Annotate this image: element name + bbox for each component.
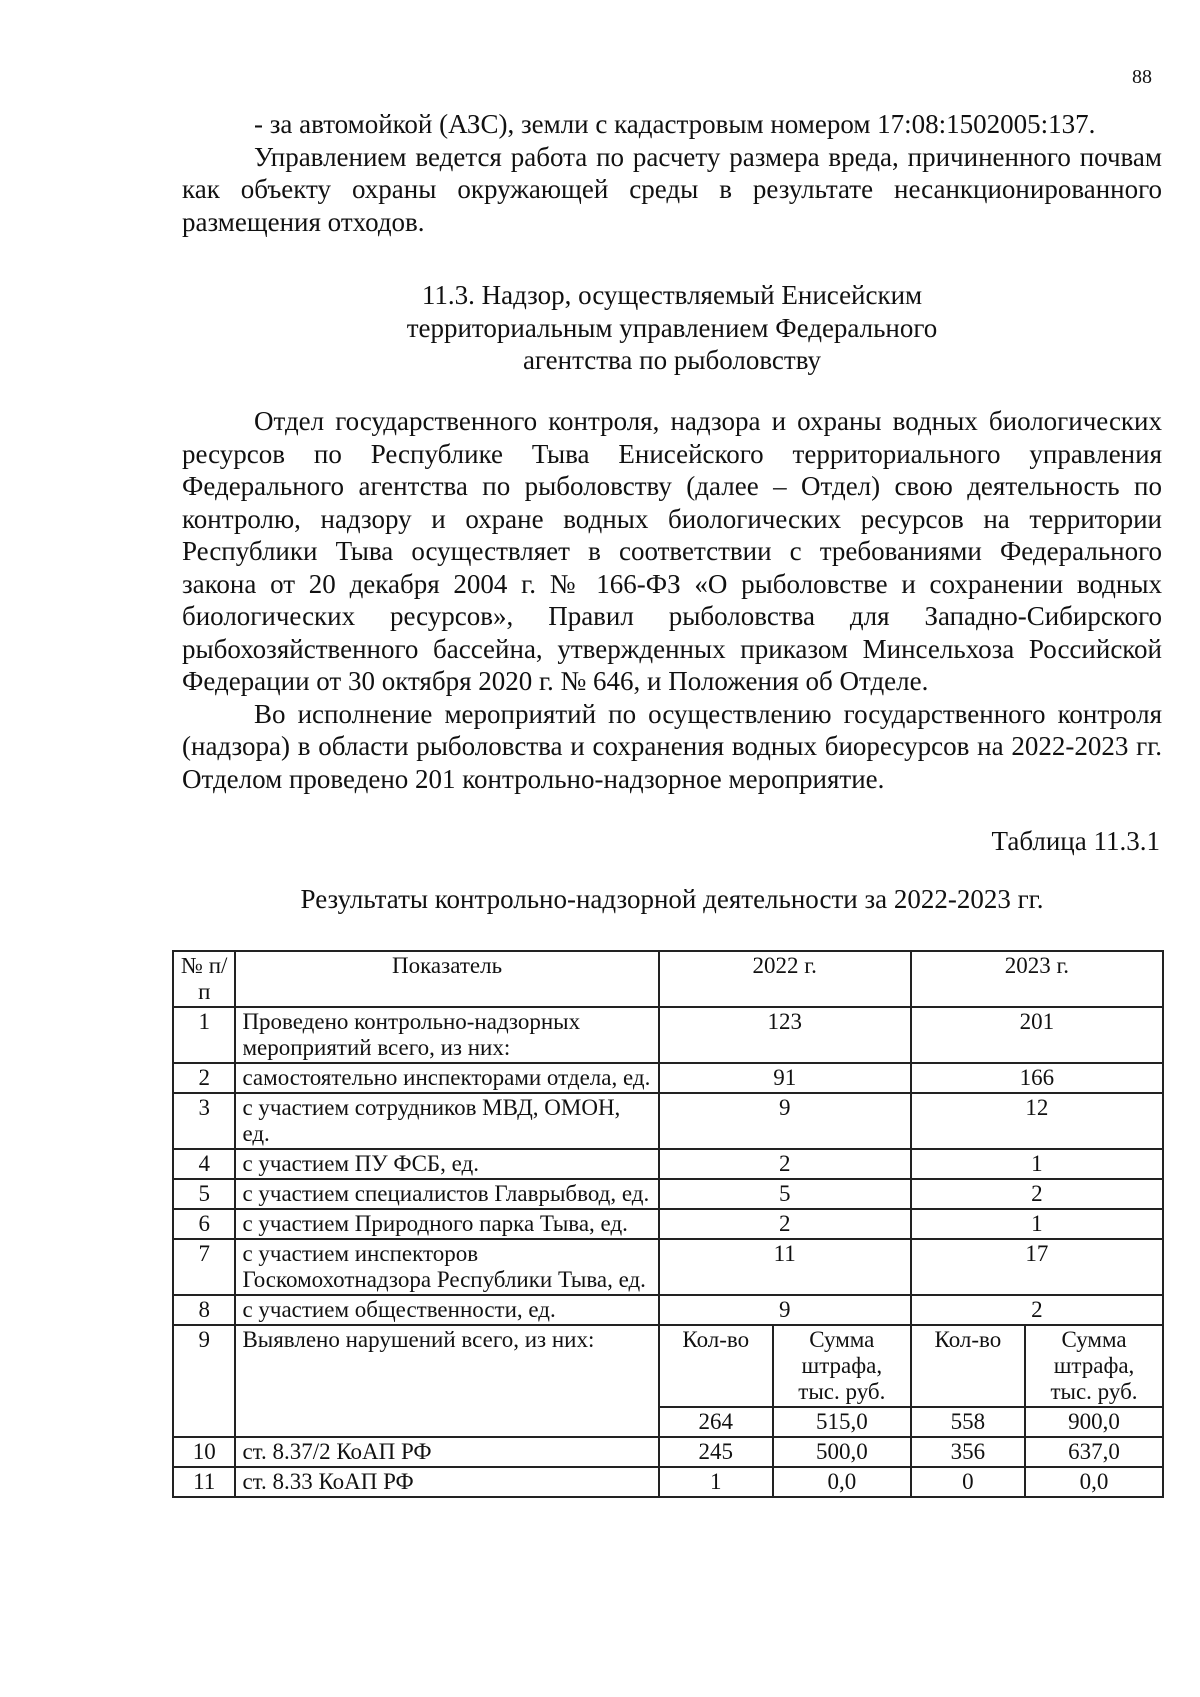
row-indicator: с участием специалистов Главрыбвод, ед. — [235, 1179, 658, 1209]
total-qty-2023: 558 — [911, 1407, 1025, 1437]
paragraph-address: - за автомойкой (АЗС), земли с кадастровым номером 17:08:1502005:137. — [254, 109, 1096, 139]
row-value-2023: 2 — [911, 1179, 1163, 1209]
header-2023: 2023 г. — [911, 951, 1163, 1007]
row-value-2022: 2 — [659, 1209, 911, 1239]
total-sum-2022: 515,0 — [773, 1407, 911, 1437]
row-num: 9 — [173, 1325, 235, 1437]
results-table — [172, 950, 1164, 1498]
header-2022: 2022 г. — [659, 951, 911, 1007]
table-row-violations-header — [173, 1325, 1163, 1407]
qty-2023: 356 — [911, 1437, 1025, 1467]
row-num: 2 — [173, 1063, 235, 1093]
table-row — [173, 1209, 1163, 1239]
row-indicator: с участием сотрудников МВД, ОМОН, ед. — [235, 1093, 658, 1149]
table-row — [173, 1295, 1163, 1325]
row-num: 1 — [173, 1007, 235, 1063]
table-row — [173, 1239, 1163, 1295]
paragraph-damage: Управлением ведется работа по расчету размера вреда, причиненного почвам как объекту охраны окружающей среды в результате несанкционированного размещения отходов. — [182, 141, 1162, 237]
table-row — [173, 1149, 1163, 1179]
row-num: 4 — [173, 1149, 235, 1179]
row-value-2023: 1 — [911, 1209, 1163, 1239]
row-indicator: с участием Природного парка Тыва, ед. — [235, 1209, 658, 1239]
qty-2023: 0 — [911, 1467, 1025, 1497]
header-indicator: Показатель — [235, 951, 658, 1007]
qty-label-2022: Кол-во — [659, 1325, 773, 1407]
row-num: 8 — [173, 1295, 235, 1325]
row-value-2022: 5 — [659, 1179, 911, 1209]
section-heading — [182, 279, 1162, 377]
sum-label-2023: Сумма штрафа, тыс. руб. — [1025, 1325, 1163, 1407]
heading-line: 11.3. Надзор, осуществляемый Енисейским — [421, 280, 923, 310]
row-value-2023: 1 — [911, 1149, 1163, 1179]
row-num: 10 — [173, 1437, 235, 1467]
row-value-2023: 201 — [911, 1007, 1163, 1063]
row-indicator: с участием общественности, ед. — [235, 1295, 658, 1325]
row-indicator: Проведено контрольно-надзорных мероприятий всего, из них: — [235, 1007, 658, 1063]
table-row — [173, 1093, 1163, 1149]
row-value-2022: 91 — [659, 1063, 911, 1093]
row-value-2022: 123 — [659, 1007, 911, 1063]
qty-2022: 1 — [659, 1467, 773, 1497]
table-caption: Результаты контрольно-надзорной деятельности за 2022-2023 гг. — [300, 884, 1044, 914]
row-value-2022: 2 — [659, 1149, 911, 1179]
total-sum-2023: 900,0 — [1025, 1407, 1163, 1437]
sum-2022: 500,0 — [773, 1437, 911, 1467]
paragraph-measures: Во исполнение мероприятий по осуществлению государственного контроля (надзора) в области рыболовства и сохранения водных биоресурсов на 2022-2023 гг. Отделом проведено 201 контрольно-надзорное мероприятие. — [182, 698, 1162, 794]
row-value-2023: 166 — [911, 1063, 1163, 1093]
row-num: 5 — [173, 1179, 235, 1209]
row-value-2022: 11 — [659, 1239, 911, 1295]
row-indicator: с участием ПУ ФСБ, ед. — [235, 1149, 658, 1179]
row-indicator: ст. 8.33 КоАП РФ — [235, 1467, 658, 1497]
row-indicator: с участием инспекторов Госкомохотнадзора Республики Тыва, ед. — [235, 1239, 658, 1295]
row-num: 6 — [173, 1209, 235, 1239]
table-row — [173, 1437, 1163, 1467]
row-value-2022: 9 — [659, 1295, 911, 1325]
row-indicator: Выявлено нарушений всего, из них: — [235, 1325, 658, 1437]
table-row — [173, 1179, 1163, 1209]
row-num: 7 — [173, 1239, 235, 1295]
sum-label-2022: Сумма штрафа, тыс. руб. — [773, 1325, 911, 1407]
sum-2023: 0,0 — [1025, 1467, 1163, 1497]
header-num: № п/п — [173, 951, 235, 1007]
row-value-2023: 12 — [911, 1093, 1163, 1149]
table-header-row — [173, 951, 1163, 1007]
table-row — [173, 1063, 1163, 1093]
qty-label-2023: Кол-во — [911, 1325, 1025, 1407]
row-num: 11 — [173, 1467, 235, 1497]
table-number: Таблица 11.3.1 — [991, 826, 1160, 856]
sum-2022: 0,0 — [773, 1467, 911, 1497]
row-value-2023: 2 — [911, 1295, 1163, 1325]
row-indicator: самостоятельно инспекторами отдела, ед. — [235, 1063, 658, 1093]
row-num: 3 — [173, 1093, 235, 1149]
sum-2023: 637,0 — [1025, 1437, 1163, 1467]
total-qty-2022: 264 — [659, 1407, 773, 1437]
main-text — [182, 405, 1162, 795]
row-value-2022: 9 — [659, 1093, 911, 1149]
table-row — [173, 1007, 1163, 1063]
table-row — [173, 1467, 1163, 1497]
heading-line: агентства по рыболовству — [522, 345, 822, 375]
heading-line: территориальным управлением Федерального — [406, 312, 938, 343]
row-value-2023: 17 — [911, 1239, 1163, 1295]
row-indicator: ст. 8.37/2 КоАП РФ — [235, 1437, 658, 1467]
page-number: 88 — [1132, 66, 1152, 88]
qty-2022: 245 — [659, 1437, 773, 1467]
intro-text — [182, 108, 1162, 238]
paragraph-department: Отдел государственного контроля, надзора и охраны водных биологических ресурсов по Республике Тыва Енисейского территориального управления Федерального агентства по рыболовству (далее – Отдел) свою деятельность по контролю, надзору и охране водных биологических ресурсов на территории Республики Тыва осуществляет в соответствии с требованиями Федерального закона от 20 декабря 2004 г. № 166-ФЗ «О рыболовстве и сохранении водных биологических ресурсов», Правил рыболовства для Западно-Сибирского рыбохозяйственного бассейна, утвержденных приказом Минсельхоза Российской Федерации от 30 октября 2020 г. № 646, и Положения об Отделе. — [182, 406, 1162, 696]
